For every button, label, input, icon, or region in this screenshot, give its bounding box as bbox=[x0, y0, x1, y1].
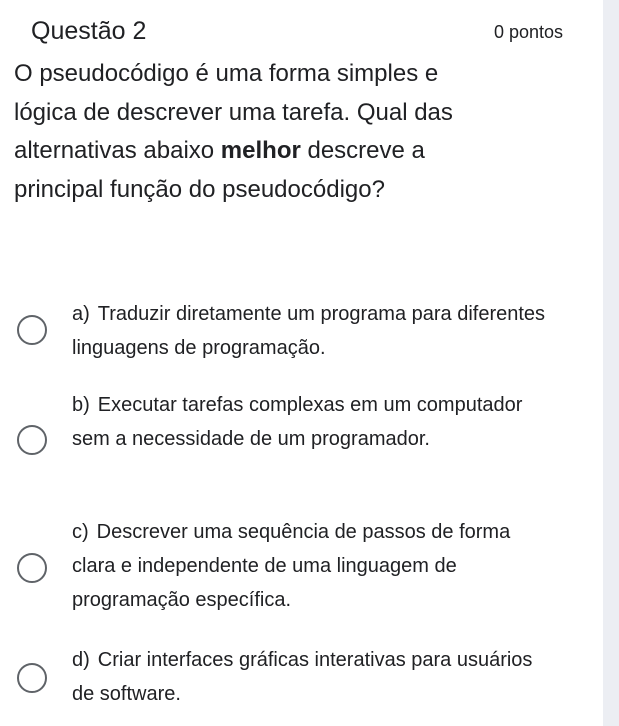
option-a[interactable] bbox=[17, 297, 557, 367]
option-b[interactable] bbox=[17, 388, 557, 492]
option-b-text[interactable] bbox=[72, 388, 552, 456]
option-a-letter: a) bbox=[72, 303, 90, 325]
question-prompt bbox=[14, 55, 454, 209]
option-d-label: Criar interfaces gráficas interativas para usuários de software. bbox=[72, 649, 533, 705]
option-c-letter: c) bbox=[72, 521, 89, 543]
option-d-text[interactable] bbox=[72, 643, 552, 711]
question-header bbox=[31, 14, 563, 50]
radio-button-b[interactable] bbox=[17, 425, 47, 455]
question-title: Questão 2 bbox=[31, 17, 147, 45]
option-c-text[interactable] bbox=[72, 515, 552, 617]
prompt-bold-word: melhor bbox=[220, 137, 301, 164]
radio-button-d[interactable] bbox=[17, 663, 47, 693]
option-d-letter: d) bbox=[72, 649, 90, 671]
option-d[interactable] bbox=[17, 643, 557, 713]
question-points: 0 pontos bbox=[493, 22, 563, 42]
option-c-label: Descrever uma sequência de passos de forma clara e independente de uma linguagem de programação específica. bbox=[72, 521, 511, 611]
option-b-letter: b) bbox=[72, 394, 90, 416]
right-edge-panel bbox=[603, 0, 619, 726]
option-a-label: Traduzir diretamente um programa para diferentes linguagens de programação. bbox=[72, 303, 546, 359]
option-b-label: Executar tarefas complexas em um computador sem a necessidade de um programador. bbox=[72, 394, 523, 450]
radio-button-c[interactable] bbox=[17, 553, 47, 583]
prompt-text-start: O pseudocódigo é uma forma simples e lógica de descrever uma tarefa. Qual das alternativas abaixo bbox=[14, 60, 453, 164]
prompt-text-end: descreve a principal função do pseudocódigo? bbox=[14, 137, 425, 203]
option-a-text[interactable] bbox=[72, 297, 552, 365]
option-c[interactable] bbox=[17, 515, 557, 619]
radio-button-a[interactable] bbox=[17, 315, 47, 345]
